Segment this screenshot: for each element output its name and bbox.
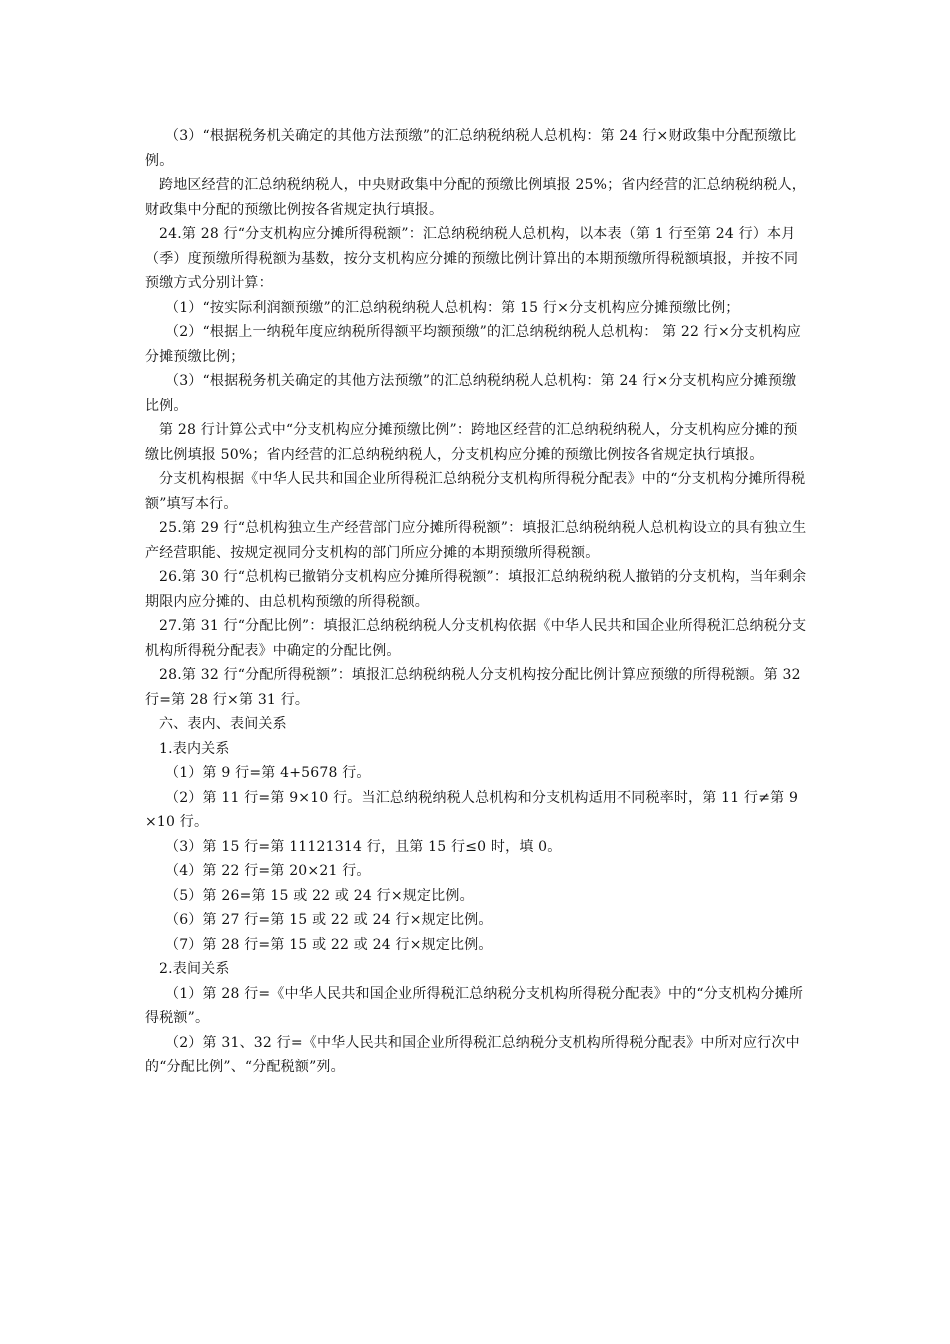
paragraph-central-ratio: 跨地区经营的汇总纳税纳税人，中央财政集中分配的预缴比例填报 25%；省内经营的汇总纳税纳税人，财政集中分配的预缴比例按各省规定执行填报。	[145, 177, 806, 218]
inter-relation-item-2: （2）第 31、32 行=《中华人民共和国企业所得税汇总纳税分支机构所得税分配表》中所对应行次中的“分配比例”、“分配税额”列。	[145, 1034, 800, 1075]
paragraph-item-26: 26.第 30 行“总机构已撤销分支机构应分摊所得税额”：填报汇总纳税纳税人撤销的分支机构，当年剩余期限内应分摊的、由总机构预缴的所得税额。	[145, 569, 807, 610]
subheading-inter-table: 2.表间关系	[159, 961, 230, 977]
paragraph-item-25: 25.第 29 行“总机构独立生产经营部门应分摊所得税额”：填报汇总纳税纳税人总机构设立的具有独立生产经营职能、按规定视同分支机构的部门所应分摊的本期预缴所得税额。	[145, 520, 807, 561]
paragraph-branch-fill: 分支机构根据《中华人民共和国企业所得税汇总纳税分支机构所得税分配表》中的“分支机构分摊所得税额”填写本行。	[145, 471, 806, 512]
paragraph-item-24: 24.第 28 行“分支机构应分摊所得税额”：汇总纳税纳税人总机构，以本表（第 1 行至第 24 行）本月（季）度预缴所得税额为基数，按分支机构应分摊的预缴比例计算出的本期预缴所得税额填报，并按不同预缴方式分别计算：	[145, 226, 799, 291]
relation-item-4: （4）第 22 行=第 20×21 行。	[165, 863, 371, 879]
subheading-intra-table: 1.表内关系	[159, 740, 230, 757]
paragraph-branch-ratio: 第 28 行计算公式中“分支机构应分摊预缴比例”：跨地区经营的汇总纳税纳税人，分支机构应分摊的预缴比例填报 50%；省内经营的汇总纳税纳税人，分支机构应分摊的预缴比例按各省规定执行填报。	[145, 422, 798, 463]
relation-item-3: （3）第 15 行=第 11121314 行，且第 15 行≤0 时，填 0。	[165, 838, 562, 855]
section-heading-relations: 六、表内、表间关系	[159, 716, 287, 732]
relation-item-7: （7）第 28 行=第 15 或 22 或 24 行×规定比例。	[165, 936, 493, 953]
relation-item-2: （2）第 11 行=第 9×10 行。当汇总纳税纳税人总机构和分支机构适用不同税率时，第 11 行≠第 9×10 行。	[145, 789, 799, 830]
paragraph-method-other-branch: （3）“根据税务机关确定的其他方法预缴”的汇总纳税纳税人总机构：第 24 行×分支机构应分摊预缴比例。	[145, 373, 797, 414]
paragraph-method-other-central: （3）“根据税务机关确定的其他方法预缴”的汇总纳税纳税人总机构：第 24 行×财政集中分配预缴比例。	[145, 128, 797, 169]
paragraph-item-28: 28.第 32 行“分配所得税额”：填报汇总纳税纳税人分支机构按分配比例计算应预缴的所得税额。第 32 行=第 28 行×第 31 行。	[145, 667, 801, 708]
paragraph-item-27: 27.第 31 行“分配比例”：填报汇总纳税纳税人分支机构依据《中华人民共和国企业所得税汇总纳税分支机构所得税分配表》中确定的分配比例。	[145, 618, 807, 659]
document-body	[145, 124, 807, 1080]
relation-item-1: （1）第 9 行=第 4+5678 行。	[165, 765, 371, 781]
inter-relation-item-1: （1）第 28 行=《中华人民共和国企业所得税汇总纳税分支机构所得税分配表》中的“分支机构分摊所得税额”。	[145, 985, 804, 1026]
relation-item-5: （5）第 26=第 15 或 22 或 24 行×规定比例。	[165, 887, 474, 904]
paragraph-method-average: （2）“根据上一纳税年度应纳税所得额平均额预缴”的汇总纳税纳税人总机构： 第 22 行×分支机构应分摊预缴比例；	[145, 324, 801, 365]
relation-item-6: （6）第 27 行=第 15 或 22 或 24 行×规定比例。	[165, 912, 493, 928]
paragraph-method-actual-profit: （1）“按实际利润额预缴”的汇总纳税纳税人总机构：第 15 行×分支机构应分摊预缴比例；	[165, 299, 740, 316]
